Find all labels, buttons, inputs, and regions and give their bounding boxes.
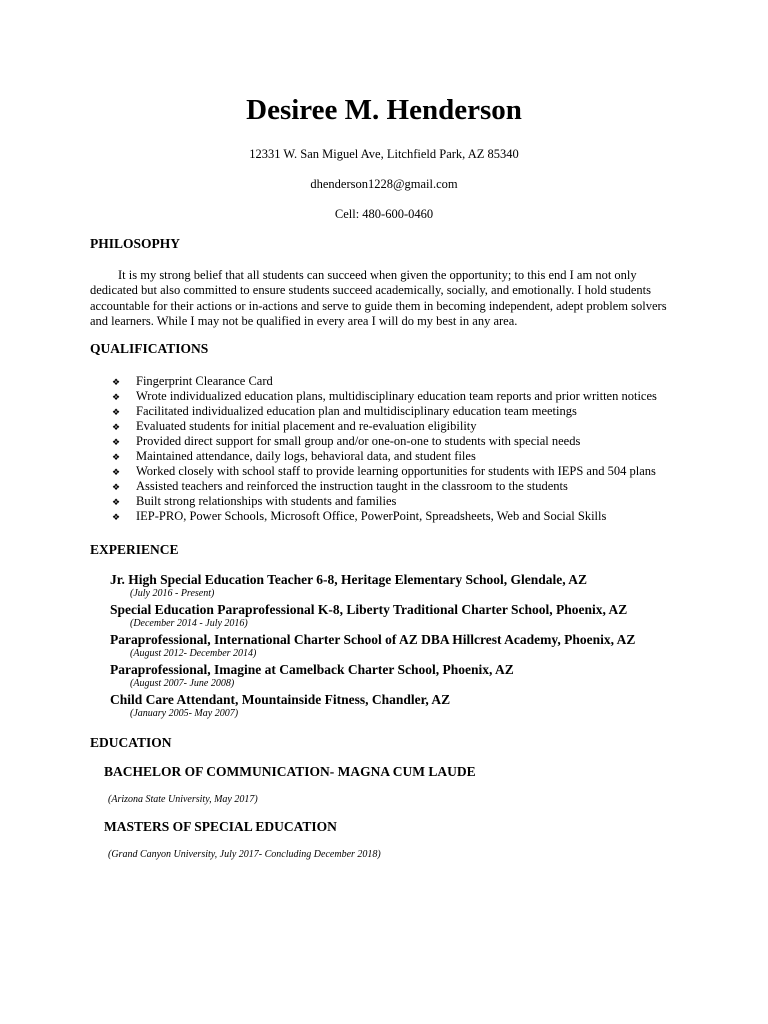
diamond-bullet-icon: ❖ — [112, 393, 121, 403]
degree-title: BACHELOR OF COMMUNICATION- MAGNA CUM LAUDE — [104, 764, 476, 779]
qualification-item — [112, 509, 712, 524]
job-dates: (January 2005- May 2007) — [130, 708, 239, 719]
job-dates: (July 2016 - Present) — [130, 588, 215, 599]
qualification-item — [112, 404, 712, 419]
qualification-item — [112, 389, 712, 404]
address: 12331 W. San Miguel Ave, Litchfield Park, AZ 85340 — [249, 147, 519, 161]
job-title: Jr. High Special Education Teacher 6-8, Heritage Elementary School, Glendale, AZ — [110, 572, 588, 587]
qualification-item — [112, 434, 712, 449]
job-entry — [110, 602, 730, 630]
diamond-bullet-icon: ❖ — [112, 513, 121, 523]
job-entry — [110, 632, 730, 660]
job-dates: (August 2007- June 2008) — [130, 678, 235, 689]
qualification-text: Maintained attendance, daily logs, behavioral data, and student files — [136, 449, 476, 463]
diamond-bullet-icon: ❖ — [112, 378, 121, 388]
qualification-item — [112, 464, 712, 479]
job-dates: (December 2014 - July 2016) — [130, 618, 248, 629]
qualification-item — [112, 494, 712, 509]
qualification-text: Facilitated individualized education plan and multidisciplinary education team meetings — [136, 404, 577, 418]
diamond-bullet-icon: ❖ — [112, 483, 121, 493]
diamond-bullet-icon: ❖ — [112, 468, 121, 478]
diamond-bullet-icon: ❖ — [112, 408, 121, 418]
job-entry — [110, 572, 730, 600]
phone: Cell: 480-600-0460 — [334, 207, 434, 221]
philosophy-heading: PHILOSOPHY — [90, 236, 181, 251]
diamond-bullet-icon: ❖ — [112, 438, 121, 448]
qualification-item — [112, 449, 712, 464]
job-title: Paraprofessional, Imagine at Camelback Charter School, Phoenix, AZ — [110, 662, 514, 677]
job-dates: (August 2012- December 2014) — [130, 648, 257, 659]
qualification-item — [112, 419, 712, 434]
qualification-text: Evaluated students for initial placement and re-evaluation eligibility — [136, 419, 477, 433]
experience-heading: EXPERIENCE — [90, 542, 179, 557]
degree-title: MASTERS OF SPECIAL EDUCATION — [104, 819, 337, 834]
qualification-item — [112, 374, 712, 389]
diamond-bullet-icon: ❖ — [112, 423, 121, 433]
resume-name: Desiree M. Henderson — [246, 94, 522, 126]
qualification-text: Built strong relationships with students and families — [136, 494, 397, 508]
job-title: Paraprofessional, International Charter School of AZ DBA Hillcrest Academy, Phoenix, AZ — [110, 632, 636, 647]
diamond-bullet-icon: ❖ — [112, 498, 121, 508]
degree-school: (Arizona State University, May 2017) — [108, 794, 258, 805]
email: dhenderson1228@gmail.com — [310, 177, 458, 191]
job-entry — [110, 662, 730, 690]
qualification-text: Worked closely with school staff to provide learning opportunities for students with IEPS and 504 plans — [136, 464, 656, 478]
qualification-text: Wrote individualized education plans, multidisciplinary education team reports and prior written notices — [136, 389, 657, 403]
qualification-text: Assisted teachers and reinforced the instruction taught in the classroom to the students — [136, 479, 568, 493]
qualification-text: Provided direct support for small group and/or one-on-one to students with special needs — [136, 434, 581, 448]
philosophy-text: It is my strong belief that all students can succeed when given the opportunity; to this end I am not only dedicated but also committed to ensure students succeed academically, socially, and emotionally. I hold students accountable for their actions or in-actions and serve to guide them in becoming independent, adept problem solvers and learners. While I may not be qualified in every area I will do my best in any area. — [90, 268, 667, 328]
qualification-text: Fingerprint Clearance Card — [136, 374, 273, 388]
qualification-item — [112, 479, 712, 494]
job-title: Child Care Attendant, Mountainside Fitness, Chandler, AZ — [110, 692, 451, 707]
job-entry — [110, 692, 730, 720]
diamond-bullet-icon: ❖ — [112, 453, 121, 463]
degree-school: (Grand Canyon University, July 2017- Concluding December 2018) — [108, 849, 381, 860]
education-heading: EDUCATION — [90, 735, 172, 750]
job-title: Special Education Paraprofessional K-8, Liberty Traditional Charter School, Phoenix, AZ — [110, 602, 628, 617]
qualifications-heading: QUALIFICATIONS — [90, 341, 209, 356]
qualification-text: IEP-PRO, Power Schools, Microsoft Office, PowerPoint, Spreadsheets, Web and Social Skills — [136, 509, 607, 523]
qualifications-list — [112, 374, 712, 524]
